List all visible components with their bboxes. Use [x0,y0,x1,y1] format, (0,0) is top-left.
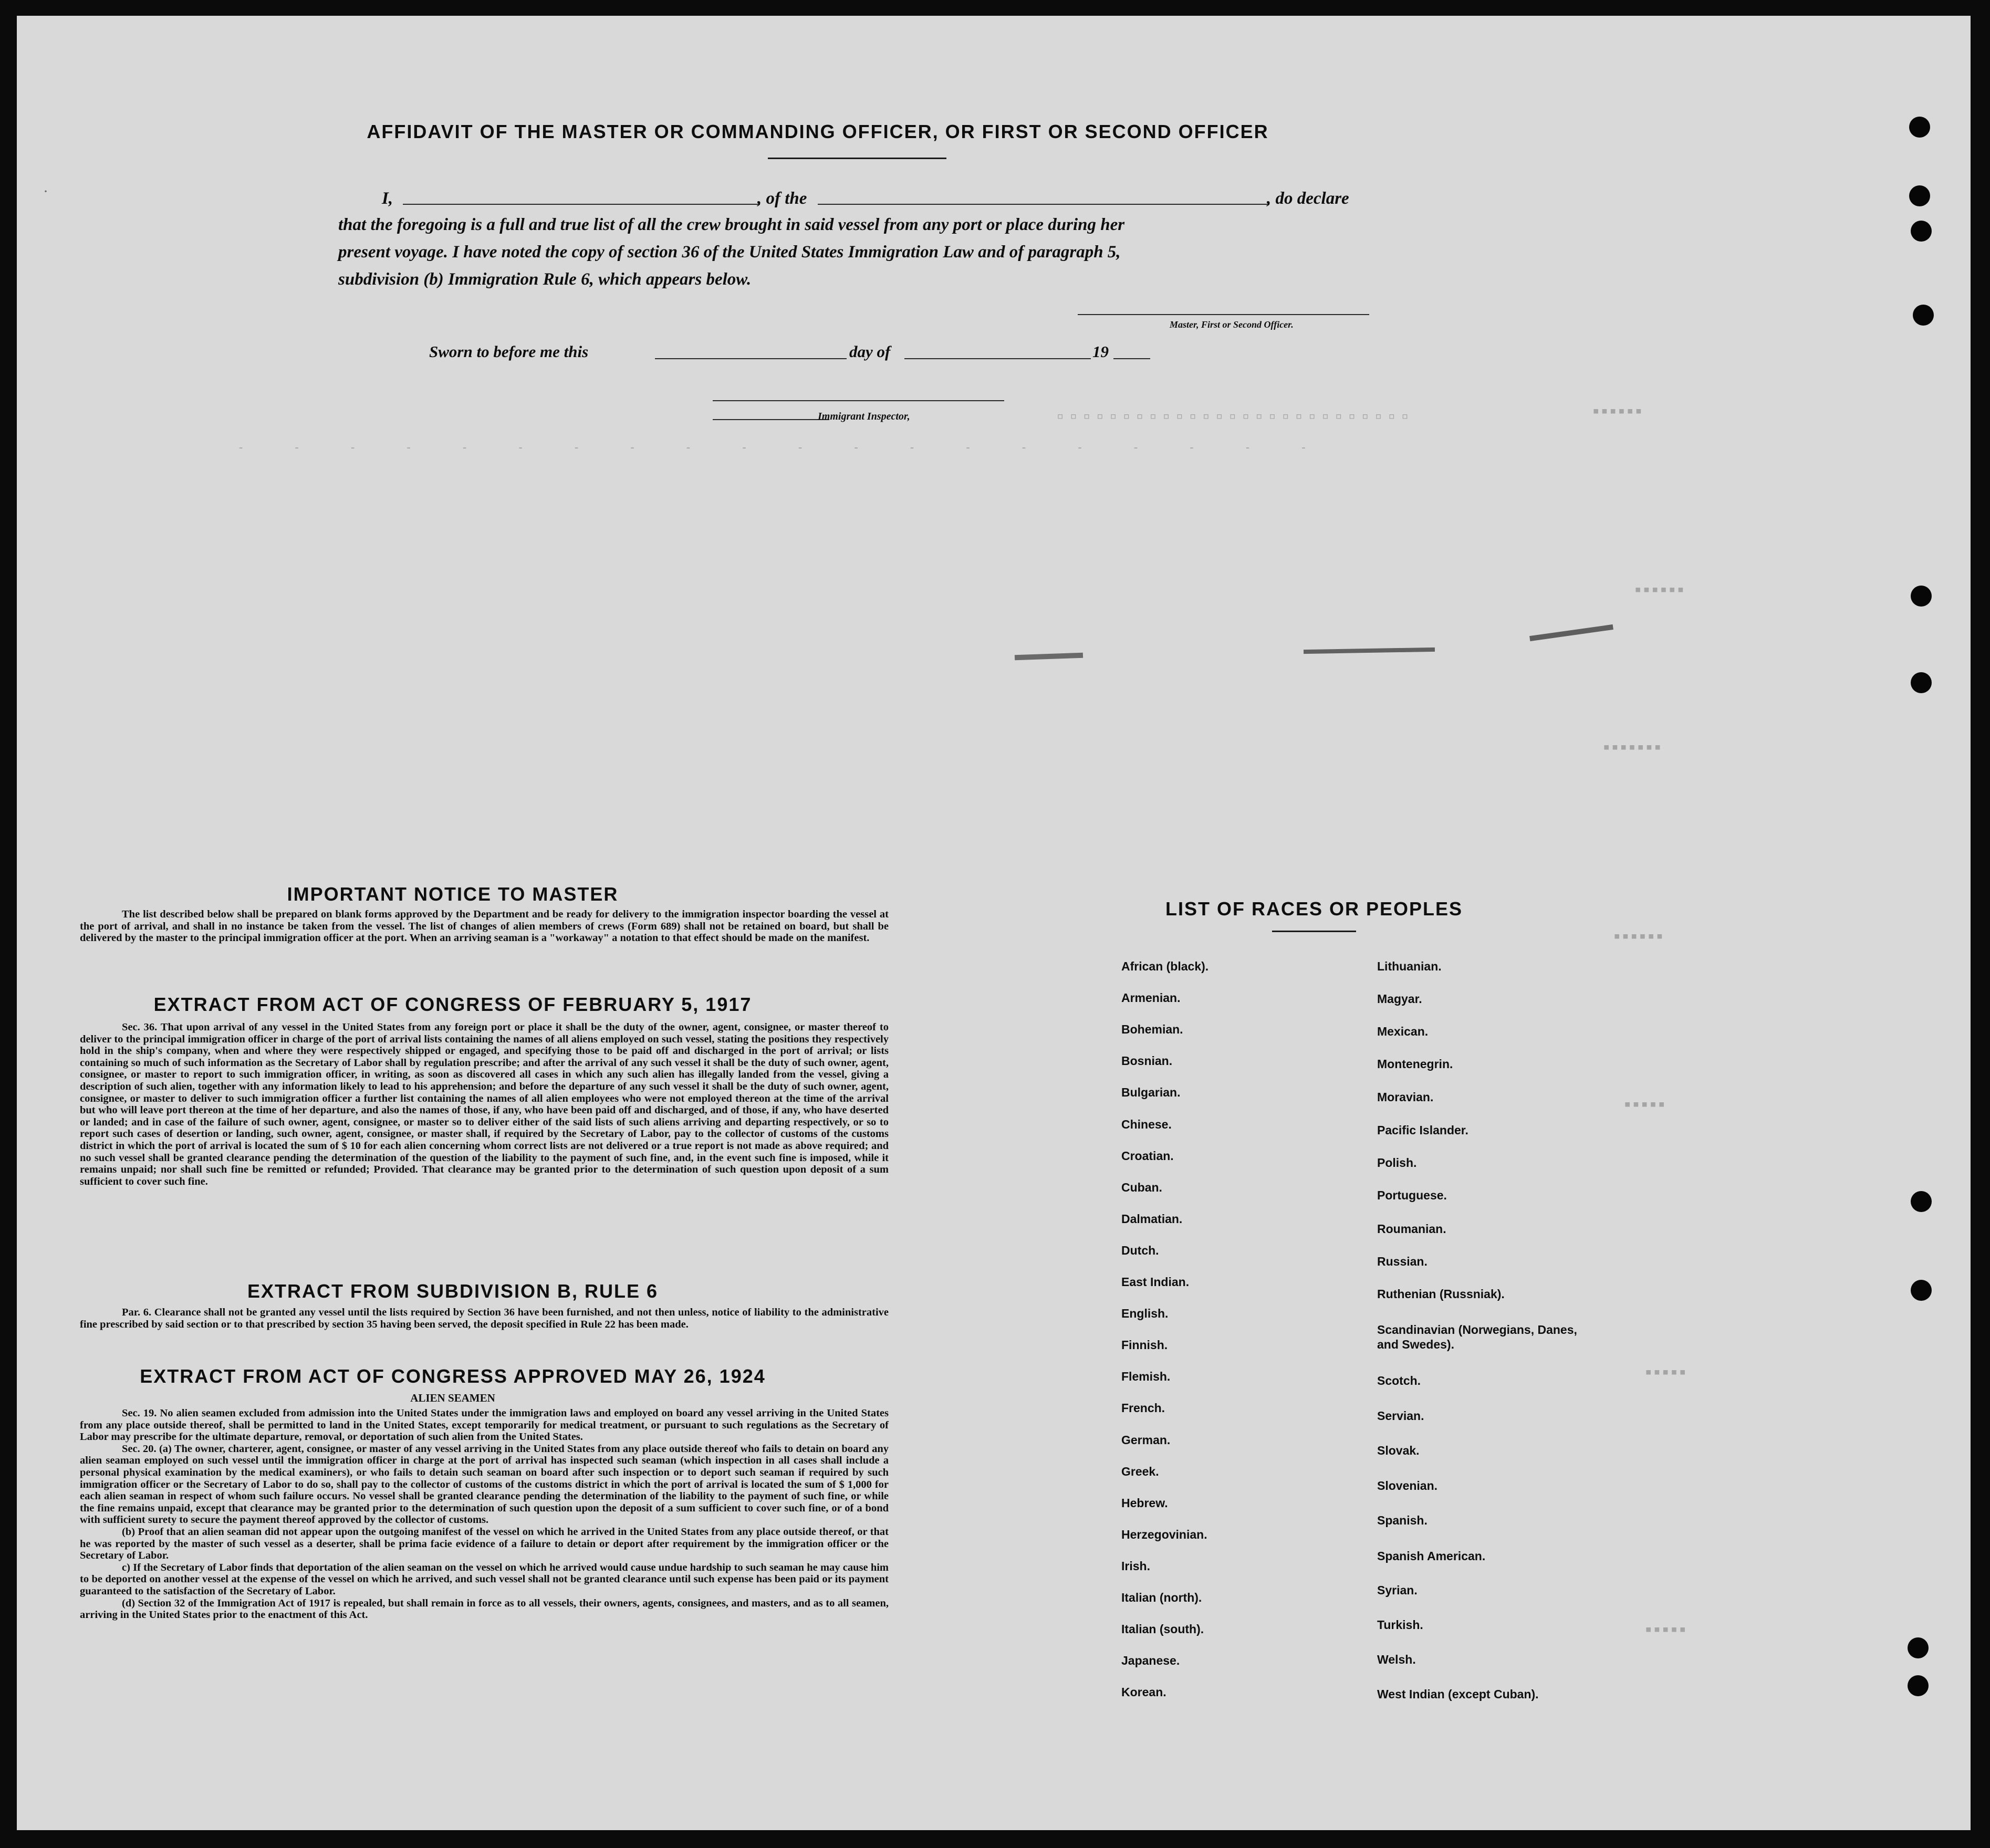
race-item: Greek. [1121,1464,1159,1478]
affidavit-line-2: that the foregoing is a full and true list of all the crew brought in said vessel from any port or place during her [338,215,1125,234]
binder-hole [1913,305,1934,326]
par-6-paragraph: Par. 6. Clearance shall not be granted any vessel until the lists required by Section 36 have been furnished, and not then unless, notice of liability to the administrative fine prescribed by said section or to that prescribed by section 35 having been served, the deposit specified in Rule 22 has been made. [80,1307,889,1330]
bleed-through-text: ▪▪▪▪▪▪▪ [1603,740,1663,754]
name-blank-line[interactable] [403,204,760,205]
race-item: Bosnian. [1121,1054,1173,1068]
binder-hole [1911,1280,1932,1301]
binder-hole [1908,1637,1929,1658]
signature-label: Master, First or Second Officer. [1170,319,1294,330]
affidavit-line-3: present voyage. I have noted the copy of section 36 of the United States Immigration Law and of paragraph 5, [338,243,1121,262]
race-item: Flemish. [1121,1370,1171,1384]
race-item: Russian. [1377,1255,1428,1268]
race-item: Spanish. [1377,1513,1428,1527]
affidavit-line-4: subdivision (b) Immigration Rule 6, which appears below. [338,270,752,289]
race-item: Dutch. [1121,1243,1159,1257]
alien-seamen-subtitle: ALIEN SEAMEN [410,1392,495,1404]
sec-20b-paragraph: (b) Proof that an alien seaman did not appear upon the outgoing manifest of the vessel on which he arrived in the United States from any place outside thereof, or that he was reported by the master of such vessel as a deserter, shall be prima facie evidence of a failure to detain or deport after requirement by the immigration officer or the Secretary of Labor. [80,1526,889,1562]
bleed-through-text: ▪▪▪▪▪ [1645,1365,1688,1379]
race-item: Pacific Islander. [1377,1123,1468,1137]
sec-20a-paragraph: Sec. 20. (a) The owner, charterer, agent, consignee, or master of any vessel arriving in the United States from any place outside thereof who fails to detain on board any alien seaman employed on such vessel until the immigration officer in charge at the port of arrival has inspected such seaman (which inspection in all cases shall include a personal physical examination by the medical examiners), or who fails to detain such seaman on board after such inspection or to deport such seaman if required by such immigration officer or the Secretary of Labor to do so, shall pay to the collector of customs of the customs district in which the port of arrival is located the sum of $ 1,000 for each alien seaman in respect of whom such failure occurs. No vessel shall be granted clearance pending the determination of the liability to the payment of such fine, or while the fine remains unpaid, except that clearance may be granted prior to the determination of such question upon the deposit of a sum sufficient to cover such fine, or of a bond with sufficient surety to secure the payment thereof approved by the collector of customs. [80,1443,889,1526]
race-item: Moravian. [1377,1090,1434,1104]
race-item: East Indian. [1121,1275,1190,1289]
affidavit-i: I, [382,189,393,208]
race-item: Servian. [1377,1409,1424,1423]
bleed-through-text: ▪▪▪▪▪ [1645,1623,1688,1636]
race-item: Scotch. [1377,1374,1421,1387]
race-item: Magyar. [1377,992,1422,1006]
binder-hole [1911,221,1932,242]
binder-hole [1909,117,1930,138]
race-item: Polish. [1377,1156,1417,1170]
day-of-text: day of [849,342,891,361]
bleed-through-text: ▪▪▪▪▪ [1624,1098,1667,1111]
race-item: Bohemian. [1121,1022,1183,1037]
race-item: Herzegovinian. [1121,1527,1207,1541]
affidavit-title: AFFIDAVIT OF THE MASTER OR COMMANDING OFFICER, OR FIRST OR SECOND OFFICER [367,121,1269,142]
binder-hole [1911,672,1932,693]
sworn-month-line[interactable] [904,358,1091,359]
margin-mark: · [43,183,48,200]
manifest-page [17,16,1971,1830]
sworn-year-line[interactable] [1113,358,1150,359]
race-item: French. [1121,1401,1165,1415]
race-item: Croatian. [1121,1149,1174,1163]
race-item: Japanese. [1121,1654,1180,1668]
race-item: Turkish. [1377,1618,1423,1632]
inspector-label: Immigrant Inspector, [818,411,910,422]
race-item: Lithuanian. [1377,959,1442,973]
sec-20d-paragraph: (d) Section 32 of the Immigration Act of 1917 is repealed, but shall remain in force as to all vessels, their owners, agents, consignees, and masters, and as to all seamen, arriving in the United States prior to the enactment of this Act. [80,1597,889,1621]
bleed-through-text: ▪▪▪▪▪▪ [1634,583,1686,596]
race-item: Italian (north). [1121,1591,1202,1604]
notice-title: IMPORTANT NOTICE TO MASTER [287,883,619,905]
bleed-through-text: ▪▪▪▪▪▪ [1613,930,1665,943]
race-item: German. [1121,1433,1171,1447]
sworn-day-line[interactable] [655,358,847,359]
race-item: Dalmatian. [1121,1212,1183,1226]
race-item: English. [1121,1307,1169,1321]
bleed-through-text: - - - - - - - - - - - - - - - - - - - - [237,441,1328,454]
race-item: Montenegrin. [1377,1057,1453,1071]
race-item: West Indian (except Cuban). [1377,1687,1539,1701]
race-item: Slovak. [1377,1444,1420,1457]
sworn-text: Sworn to before me this [429,342,589,361]
race-item: Hebrew. [1121,1496,1168,1510]
race-item: Welsh. [1377,1653,1416,1666]
extract-1924-body [80,1407,889,1621]
race-item: Cuban. [1121,1180,1162,1194]
race-item: African (black). [1121,959,1209,973]
subdivision-body [80,1307,889,1330]
races-underline [1272,931,1356,932]
sec-19-paragraph: Sec. 19. No alien seamen excluded from admission into the United States under the immigration laws and employed on board any vessel arriving in the United States from any place outside thereof, shall be permitted to land in the United States, except temporarily for medical treatment, or pursuant to such regulations as the Secretary of Labor may prescribe for the ultimate departure, removal, or deportation of such alien from the United States. [80,1407,889,1443]
race-item: Irish. [1121,1559,1150,1573]
race-item: Syrian. [1377,1583,1418,1597]
race-item: Portuguese. [1377,1188,1447,1202]
extract-1924-title: EXTRACT FROM ACT OF CONGRESS APPROVED MAY 26, 1924 [140,1365,766,1387]
binder-hole [1908,1675,1929,1696]
races-title: LIST OF RACES OR PEOPLES [1165,898,1463,920]
bleed-through-text: ▪▪▪▪▪▪ [1592,404,1644,417]
extract-1917-title: EXTRACT FROM ACT OF CONGRESS OF FEBRUARY 5, 1917 [153,994,752,1015]
ink-smudge [1529,624,1613,641]
race-item: Armenian. [1121,991,1181,1005]
inspector-signature-line[interactable] [713,400,1004,401]
notice-paragraph: The list described below shall be prepared on blank forms approved by the Department and be ready for delivery to the immigration inspector boarding the vessel at the port of arrival, and shall in no instance be taken from the vessel. The list of changes of alien members of crews (Form 689) shall not be retained on board, but shall be delivered by the master to the principal immigration officer at the port. When an arriving seaman is a "workaway" a notation to that effect should be made on the manifest. [80,909,889,944]
title-underline [768,158,946,159]
race-item: Ruthenian (Russniak). [1377,1287,1505,1301]
inspector-name-line[interactable] [713,419,829,420]
sec-36-paragraph: Sec. 36. That upon arrival of any vessel in the United States from any foreign port or place it shall be the duty of the owner, agent, consignee, or master thereof to deliver to the principal immigration officer in charge of the port of arrival lists containing the names of all aliens employed on such vessel, stating the positions they respectively hold in the ship's company, when and where they were respectively shipped or engaged, and specifying those to be paid off and discharged in the port of arrival; or lists containing so much of such information as the Secretary of Labor shall by regulation prescribe; and after the arrival of any such vessel it shall be the duty of such owner, agent, consignee, or master to report to such immigration officer, in writing, as soon as discovered all cases in which any such alien has illegally landed from the vessel, giving a description of such alien, together with any information likely to lead to his apprehension; and before the departure of any such vessel it shall be the duty of such owner, agent, consignee, or master to deliver to such immigration officer a further list containing the names of all alien employees who were not employed thereon at the time of the arrival but who will leave port thereon at the time of her departure, and also the names of those, if any, who have been paid off and discharged, and of those, if any, who have deserted or landed; and in case of the failure of such owner, agent, consignee, or master so to deliver either of the said lists of such aliens arriving and departing respectively, or so to report such cases of desertion or landing, such owner, agent, consignee, or master shall, if required by the Secretary of Labor, pay to the collector of customs of the customs district in which the port of arrival is located the sum of $ 10 for each alien concerning whom correct lists are not delivered or a true report is not made as above required; and no such vessel shall be granted clearance pending the determination of the question of the liability to the payment of such fine, and, in the event such fine is imposed, while it remains unpaid; nor shall such fine be remitted or refunded; Provided. That clearance may be granted prior to the determination of such question upon deposit of a sum sufficient to cover such fine. [80,1021,889,1187]
race-item: Slovenian. [1377,1479,1438,1492]
race-item: Bulgarian. [1121,1085,1181,1100]
race-item: Roumanian. [1377,1222,1446,1236]
race-item: Finnish. [1121,1338,1168,1352]
ink-smudge [1015,653,1083,661]
affidavit-of-the: , of the [757,189,807,208]
race-item: Chinese. [1121,1117,1172,1131]
race-item: Italian (south). [1121,1622,1204,1636]
race-item: Scandinavian (Norwegians, Danes, and Swedes). [1377,1323,1577,1351]
bleed-through-text: ▫▫▫▫▫▫▫▫▫▫▫▫▫▫▫▫▫▫▫▫▫▫▫▫▫▫▫ [1057,410,1415,423]
race-item: Spanish American. [1377,1549,1486,1563]
year-prefix: 19 [1092,342,1109,361]
vessel-blank-line[interactable] [818,204,1269,205]
subdivision-title: EXTRACT FROM SUBDIVISION B, RULE 6 [247,1280,659,1302]
binder-hole [1911,586,1932,607]
sec-20c-paragraph: c) If the Secretary of Labor finds that deportation of the alien seaman on the vessel on which he arrived would cause undue hardship to such seaman he may cause him to be deported on another vessel at the expense of the vessel on which he arrived, and such vessel shall not be granted clearance until such expense has been paid or its payment guaranteed to the satisfaction of the Secretary of Labor. [80,1561,889,1597]
binder-hole [1909,185,1930,206]
binder-hole [1911,1191,1932,1212]
ink-smudge [1304,648,1435,654]
extract-1917-body [80,1021,889,1187]
signature-line[interactable] [1078,314,1369,315]
notice-body [80,909,889,944]
race-item: Korean. [1121,1685,1166,1699]
race-item: Mexican. [1377,1025,1429,1038]
affidavit-declare: , do declare [1267,189,1349,208]
